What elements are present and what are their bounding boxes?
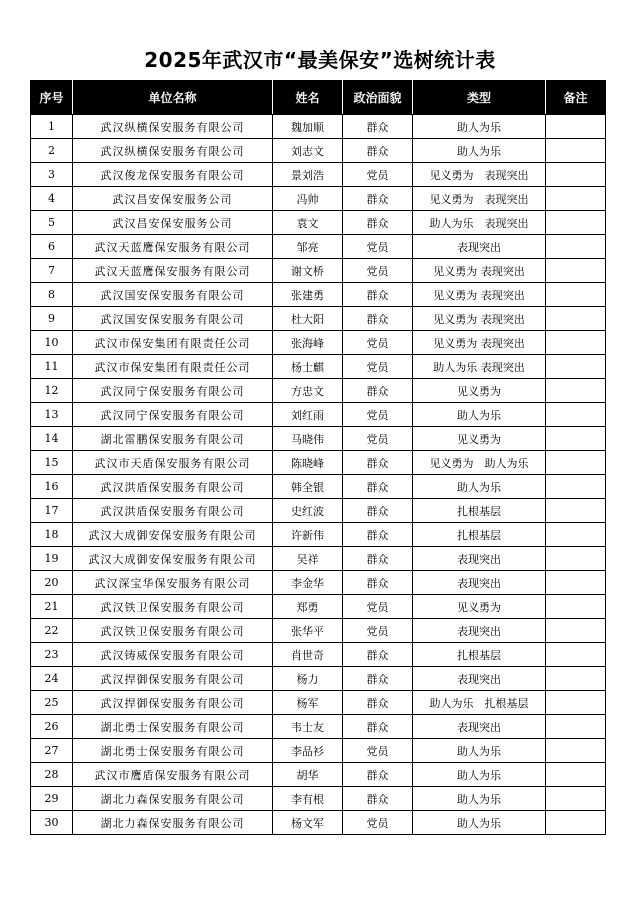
table-row bbox=[31, 211, 606, 235]
remarks-cell bbox=[546, 619, 606, 643]
name-cell: 史红波 bbox=[273, 499, 343, 523]
political-status-cell: 群众 bbox=[343, 211, 413, 235]
remarks-cell bbox=[546, 187, 606, 211]
company-cell: 武汉国安保安服务有限公司 bbox=[73, 307, 273, 331]
table-row bbox=[31, 427, 606, 451]
type-cell: 表现突出 bbox=[413, 715, 546, 739]
table-row bbox=[31, 355, 606, 379]
table-row bbox=[31, 523, 606, 547]
remarks-cell bbox=[546, 595, 606, 619]
table-row bbox=[31, 451, 606, 475]
table-row bbox=[31, 811, 606, 835]
name-cell: 李品衫 bbox=[273, 739, 343, 763]
seq-cell: 4 bbox=[31, 187, 73, 211]
name-cell: 方忠文 bbox=[273, 379, 343, 403]
remarks-cell bbox=[546, 427, 606, 451]
name-cell: 魏加顺 bbox=[273, 115, 343, 139]
political-status-cell: 群众 bbox=[343, 667, 413, 691]
seq-cell: 13 bbox=[31, 403, 73, 427]
remarks-cell bbox=[546, 307, 606, 331]
type-cell: 助人为乐 bbox=[413, 787, 546, 811]
company-cell: 武汉同宁保安服务有限公司 bbox=[73, 403, 273, 427]
company-cell: 武汉铁卫保安服务有限公司 bbox=[73, 619, 273, 643]
political-status-cell: 群众 bbox=[343, 283, 413, 307]
political-status-cell: 党员 bbox=[343, 811, 413, 835]
table-row bbox=[31, 667, 606, 691]
name-cell: 韦士友 bbox=[273, 715, 343, 739]
type-cell: 扎根基层 bbox=[413, 523, 546, 547]
remarks-cell bbox=[546, 379, 606, 403]
seq-cell: 2 bbox=[31, 139, 73, 163]
name-cell: 冯帅 bbox=[273, 187, 343, 211]
political-status-cell: 群众 bbox=[343, 763, 413, 787]
political-status-cell: 群众 bbox=[343, 715, 413, 739]
company-cell: 武汉昌安保安服务公司 bbox=[73, 187, 273, 211]
political-status-cell: 群众 bbox=[343, 115, 413, 139]
remarks-cell bbox=[546, 571, 606, 595]
type-cell: 表现突出 bbox=[413, 235, 546, 259]
remarks-cell bbox=[546, 811, 606, 835]
company-cell: 武汉天蓝鹰保安服务有限公司 bbox=[73, 259, 273, 283]
type-cell: 表现突出 bbox=[413, 667, 546, 691]
company-cell: 武汉纵横保安服务有限公司 bbox=[73, 139, 273, 163]
company-cell: 湖北勇士保安服务有限公司 bbox=[73, 739, 273, 763]
remarks-cell bbox=[546, 235, 606, 259]
table-row bbox=[31, 187, 606, 211]
name-cell: 杜大阳 bbox=[273, 307, 343, 331]
remarks-cell bbox=[546, 691, 606, 715]
political-status-cell: 党员 bbox=[343, 619, 413, 643]
name-cell: 许新伟 bbox=[273, 523, 343, 547]
table-row bbox=[31, 259, 606, 283]
political-status-cell: 群众 bbox=[343, 499, 413, 523]
remarks-cell bbox=[546, 355, 606, 379]
header-row bbox=[31, 81, 606, 115]
name-cell: 肖世奇 bbox=[273, 643, 343, 667]
name-cell: 谢文桥 bbox=[273, 259, 343, 283]
company-cell: 武汉深宝华保安服务有限公司 bbox=[73, 571, 273, 595]
table-row bbox=[31, 475, 606, 499]
seq-cell: 1 bbox=[31, 115, 73, 139]
political-status-cell: 群众 bbox=[343, 571, 413, 595]
seq-cell: 17 bbox=[31, 499, 73, 523]
type-cell: 见义勇为 bbox=[413, 427, 546, 451]
political-status-cell: 党员 bbox=[343, 355, 413, 379]
seq-cell: 19 bbox=[31, 547, 73, 571]
name-cell: 李有根 bbox=[273, 787, 343, 811]
seq-cell: 23 bbox=[31, 643, 73, 667]
company-cell: 武汉捍御保安服务有限公司 bbox=[73, 667, 273, 691]
name-cell: 陈晓峰 bbox=[273, 451, 343, 475]
seq-cell: 16 bbox=[31, 475, 73, 499]
table-row bbox=[31, 403, 606, 427]
table-row bbox=[31, 739, 606, 763]
company-cell: 武汉洪盾保安服务有限公司 bbox=[73, 475, 273, 499]
political-status-cell: 群众 bbox=[343, 139, 413, 163]
type-cell: 助人为乐 bbox=[413, 115, 546, 139]
name-cell: 刘红雨 bbox=[273, 403, 343, 427]
name-cell: 张建勇 bbox=[273, 283, 343, 307]
political-status-cell: 群众 bbox=[343, 475, 413, 499]
company-cell: 武汉铸威保安服务有限公司 bbox=[73, 643, 273, 667]
table-row bbox=[31, 379, 606, 403]
name-cell: 杨士麒 bbox=[273, 355, 343, 379]
political-status-cell: 群众 bbox=[343, 547, 413, 571]
seq-cell: 18 bbox=[31, 523, 73, 547]
type-cell: 助人为乐 bbox=[413, 139, 546, 163]
name-cell: 杨文军 bbox=[273, 811, 343, 835]
seq-cell: 12 bbox=[31, 379, 73, 403]
table-row bbox=[31, 547, 606, 571]
name-cell: 张华平 bbox=[273, 619, 343, 643]
table-row bbox=[31, 307, 606, 331]
seq-cell: 6 bbox=[31, 235, 73, 259]
remarks-cell bbox=[546, 259, 606, 283]
table-row bbox=[31, 595, 606, 619]
seq-cell: 14 bbox=[31, 427, 73, 451]
company-cell: 武汉市保安集团有限责任公司 bbox=[73, 331, 273, 355]
company-cell: 武汉大成御安保安服务有限公司 bbox=[73, 523, 273, 547]
company-cell: 武汉国安保安服务有限公司 bbox=[73, 283, 273, 307]
seq-cell: 3 bbox=[31, 163, 73, 187]
seq-cell: 8 bbox=[31, 283, 73, 307]
seq-cell: 22 bbox=[31, 619, 73, 643]
type-cell: 助人为乐 bbox=[413, 811, 546, 835]
remarks-cell bbox=[546, 739, 606, 763]
remarks-cell bbox=[546, 139, 606, 163]
seq-cell: 30 bbox=[31, 811, 73, 835]
type-cell: 表现突出 bbox=[413, 619, 546, 643]
seq-cell: 15 bbox=[31, 451, 73, 475]
table-row bbox=[31, 619, 606, 643]
political-status-cell: 党员 bbox=[343, 163, 413, 187]
type-cell: 见义勇为 bbox=[413, 595, 546, 619]
name-cell: 袁文 bbox=[273, 211, 343, 235]
name-cell: 李金华 bbox=[273, 571, 343, 595]
type-cell: 扎根基层 bbox=[413, 499, 546, 523]
table-row bbox=[31, 331, 606, 355]
remarks-cell bbox=[546, 403, 606, 427]
company-cell: 武汉同宁保安服务有限公司 bbox=[73, 379, 273, 403]
type-cell: 见义勇为 表现突出 bbox=[413, 259, 546, 283]
header-political-status: 政治面貌 bbox=[343, 81, 413, 115]
seq-cell: 10 bbox=[31, 331, 73, 355]
name-cell: 杨力 bbox=[273, 667, 343, 691]
seq-cell: 24 bbox=[31, 667, 73, 691]
company-cell: 武汉纵横保安服务有限公司 bbox=[73, 115, 273, 139]
type-cell: 助人为乐 表现突出 bbox=[413, 355, 546, 379]
seq-cell: 27 bbox=[31, 739, 73, 763]
seq-cell: 21 bbox=[31, 595, 73, 619]
company-cell: 湖北力森保安服务有限公司 bbox=[73, 811, 273, 835]
header-type: 类型 bbox=[413, 81, 546, 115]
type-cell: 助人为乐 bbox=[413, 739, 546, 763]
type-cell: 见义勇为 表现突出 bbox=[413, 163, 546, 187]
remarks-cell bbox=[546, 667, 606, 691]
table-row bbox=[31, 139, 606, 163]
table-row bbox=[31, 115, 606, 139]
table-row bbox=[31, 283, 606, 307]
seq-cell: 28 bbox=[31, 763, 73, 787]
page-title: 2025年武汉市“最美保安”选树统计表 bbox=[144, 48, 496, 72]
remarks-cell bbox=[546, 499, 606, 523]
name-cell: 邹亮 bbox=[273, 235, 343, 259]
company-cell: 武汉洪盾保安服务有限公司 bbox=[73, 499, 273, 523]
table-row bbox=[31, 163, 606, 187]
statistics-table bbox=[30, 80, 606, 835]
table-body bbox=[31, 115, 606, 835]
type-cell: 扎根基层 bbox=[413, 643, 546, 667]
remarks-cell bbox=[546, 163, 606, 187]
remarks-cell bbox=[546, 523, 606, 547]
type-cell: 见义勇为 助人为乐 bbox=[413, 451, 546, 475]
table-row bbox=[31, 235, 606, 259]
header-seq: 序号 bbox=[31, 81, 73, 115]
remarks-cell bbox=[546, 283, 606, 307]
political-status-cell: 党员 bbox=[343, 403, 413, 427]
political-status-cell: 群众 bbox=[343, 307, 413, 331]
type-cell: 表现突出 bbox=[413, 547, 546, 571]
type-cell: 助人为乐 bbox=[413, 475, 546, 499]
company-cell: 武汉捍御保安服务有限公司 bbox=[73, 691, 273, 715]
table-row bbox=[31, 715, 606, 739]
seq-cell: 7 bbox=[31, 259, 73, 283]
type-cell: 助人为乐 bbox=[413, 763, 546, 787]
header-name: 姓名 bbox=[273, 81, 343, 115]
name-cell: 胡华 bbox=[273, 763, 343, 787]
type-cell: 见义勇为 表现突出 bbox=[413, 187, 546, 211]
remarks-cell bbox=[546, 787, 606, 811]
remarks-cell bbox=[546, 763, 606, 787]
company-cell: 武汉天蓝鹰保安服务有限公司 bbox=[73, 235, 273, 259]
name-cell: 杨军 bbox=[273, 691, 343, 715]
seq-cell: 25 bbox=[31, 691, 73, 715]
type-cell: 助人为乐 bbox=[413, 403, 546, 427]
political-status-cell: 党员 bbox=[343, 595, 413, 619]
political-status-cell: 群众 bbox=[343, 451, 413, 475]
table-row bbox=[31, 643, 606, 667]
seq-cell: 9 bbox=[31, 307, 73, 331]
table-row bbox=[31, 763, 606, 787]
company-cell: 湖北勇士保安服务有限公司 bbox=[73, 715, 273, 739]
political-status-cell: 党员 bbox=[343, 259, 413, 283]
seq-cell: 29 bbox=[31, 787, 73, 811]
table-row bbox=[31, 499, 606, 523]
name-cell: 韩全银 bbox=[273, 475, 343, 499]
political-status-cell: 群众 bbox=[343, 379, 413, 403]
remarks-cell bbox=[546, 643, 606, 667]
company-cell: 武汉市保安集团有限责任公司 bbox=[73, 355, 273, 379]
company-cell: 武汉昌安保安服务公司 bbox=[73, 211, 273, 235]
name-cell: 景刘浩 bbox=[273, 163, 343, 187]
type-cell: 见义勇为 表现突出 bbox=[413, 283, 546, 307]
seq-cell: 20 bbox=[31, 571, 73, 595]
company-cell: 武汉大成御安保安服务有限公司 bbox=[73, 547, 273, 571]
header-company: 单位名称 bbox=[73, 81, 273, 115]
political-status-cell: 党员 bbox=[343, 331, 413, 355]
name-cell: 刘志文 bbox=[273, 139, 343, 163]
table-row bbox=[31, 691, 606, 715]
remarks-cell bbox=[546, 547, 606, 571]
political-status-cell: 党员 bbox=[343, 235, 413, 259]
remarks-cell bbox=[546, 331, 606, 355]
name-cell: 郑勇 bbox=[273, 595, 343, 619]
remarks-cell bbox=[546, 451, 606, 475]
political-status-cell: 群众 bbox=[343, 643, 413, 667]
name-cell: 马晓伟 bbox=[273, 427, 343, 451]
type-cell: 见义勇为 表现突出 bbox=[413, 307, 546, 331]
political-status-cell: 党员 bbox=[343, 739, 413, 763]
seq-cell: 26 bbox=[31, 715, 73, 739]
company-cell: 湖北力森保安服务有限公司 bbox=[73, 787, 273, 811]
political-status-cell: 群众 bbox=[343, 691, 413, 715]
header-remarks: 备注 bbox=[546, 81, 606, 115]
remarks-cell bbox=[546, 715, 606, 739]
seq-cell: 5 bbox=[31, 211, 73, 235]
remarks-cell bbox=[546, 115, 606, 139]
company-cell: 武汉铁卫保安服务有限公司 bbox=[73, 595, 273, 619]
political-status-cell: 群众 bbox=[343, 523, 413, 547]
type-cell: 表现突出 bbox=[413, 571, 546, 595]
company-cell: 武汉市鹰盾保安服务有限公司 bbox=[73, 763, 273, 787]
remarks-cell bbox=[546, 475, 606, 499]
seq-cell: 11 bbox=[31, 355, 73, 379]
table-row bbox=[31, 571, 606, 595]
type-cell: 助人为乐 表现突出 bbox=[413, 211, 546, 235]
table-row bbox=[31, 787, 606, 811]
company-cell: 武汉市天盾保安服务有限公司 bbox=[73, 451, 273, 475]
company-cell: 武汉俊龙保安服务有限公司 bbox=[73, 163, 273, 187]
remarks-cell bbox=[546, 211, 606, 235]
name-cell: 张海峰 bbox=[273, 331, 343, 355]
type-cell: 见义勇为 表现突出 bbox=[413, 331, 546, 355]
political-status-cell: 党员 bbox=[343, 427, 413, 451]
company-cell: 湖北雷鹏保安服务有限公司 bbox=[73, 427, 273, 451]
name-cell: 吴祥 bbox=[273, 547, 343, 571]
type-cell: 助人为乐 扎根基层 bbox=[413, 691, 546, 715]
political-status-cell: 群众 bbox=[343, 187, 413, 211]
type-cell: 见义勇为 bbox=[413, 379, 546, 403]
political-status-cell: 群众 bbox=[343, 787, 413, 811]
